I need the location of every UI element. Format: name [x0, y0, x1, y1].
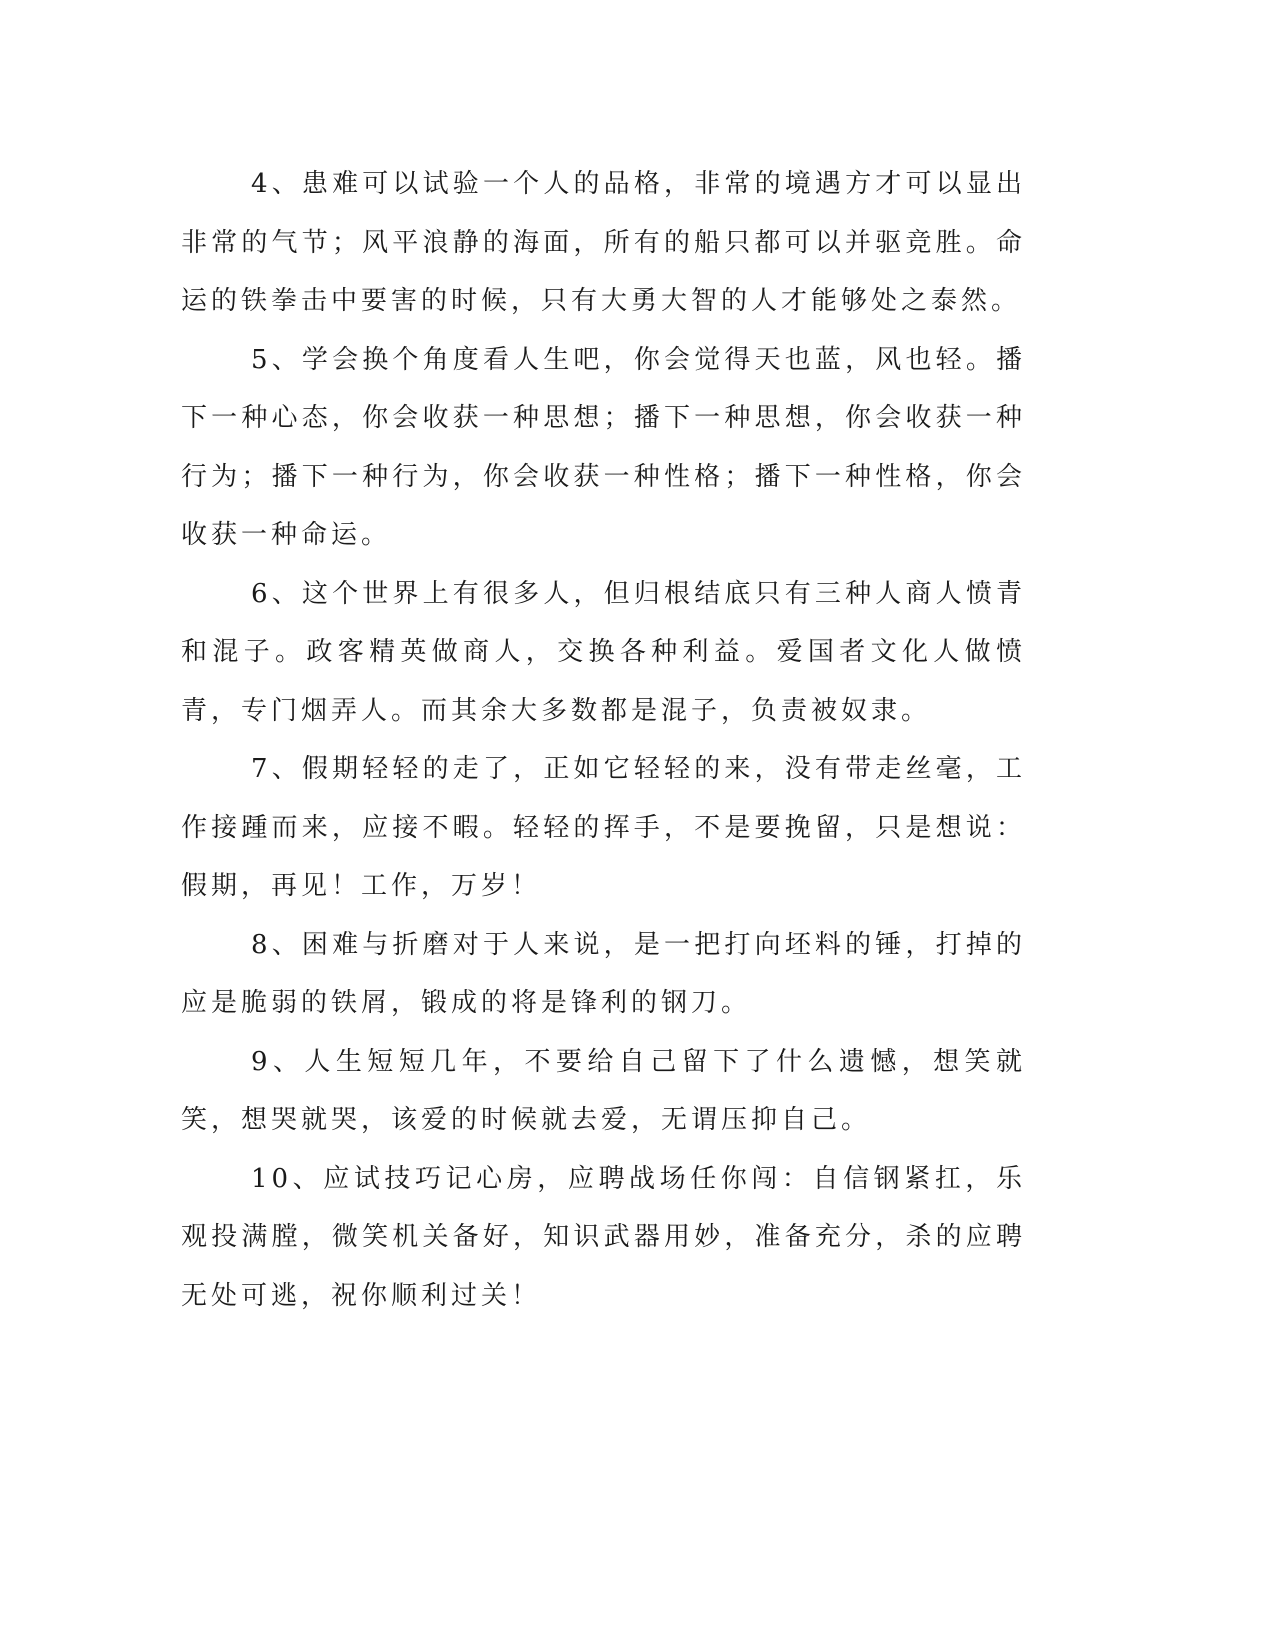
paragraph-6: 6、这个世界上有很多人，但归根结底只有三种人商人愤青和混子。政客精英做商人，交换各种利益。爱国者文化人做愤青，专门烟弄人。而其余大多数都是混子，负责被奴隶。	[181, 578, 1026, 726]
paragraph-9: 9、人生短短几年，不要给自己留下了什么遗憾，想笑就笑，想哭就哭，该爱的时候就去爱，无谓压抑自己。	[181, 1046, 1026, 1135]
paragraph-4: 4、患难可以试验一个人的品格，非常的境遇方才可以显出非常的气节；风平浪静的海面，所有的船只都可以并驱竞胜。命运的铁拳击中要害的时候，只有大勇大智的人才能够处之泰然。	[181, 169, 1026, 316]
paragraph-5: 5、学会换个角度看人生吧，你会觉得天也蓝，风也轻。播下一种心态，你会收获一种思想；播下一种思想，你会收获一种行为；播下一种行为，你会收获一种性格；播下一种性格，你会收获一种命运。	[181, 344, 1026, 550]
document-body	[181, 155, 1026, 1325]
paragraph-10: 10、应试技巧记心房，应聘战场任你闯：自信钢紧扛，乐观投满膛，微笑机关备好，知识武器用妙，准备充分，杀的应聘无处可逃，祝你顺利过关！	[181, 1163, 1026, 1311]
paragraph-8: 8、困难与折磨对于人来说，是一把打向坯料的锤，打掉的应是脆弱的铁屑，锻成的将是锋利的钢刀。	[181, 929, 1026, 1018]
paragraph-7: 7、假期轻轻的走了，正如它轻轻的来，没有带走丝毫，工作接踵而来，应接不暇。轻轻的挥手，不是要挽留，只是想说：假期，再见！工作，万岁！	[181, 754, 1026, 901]
